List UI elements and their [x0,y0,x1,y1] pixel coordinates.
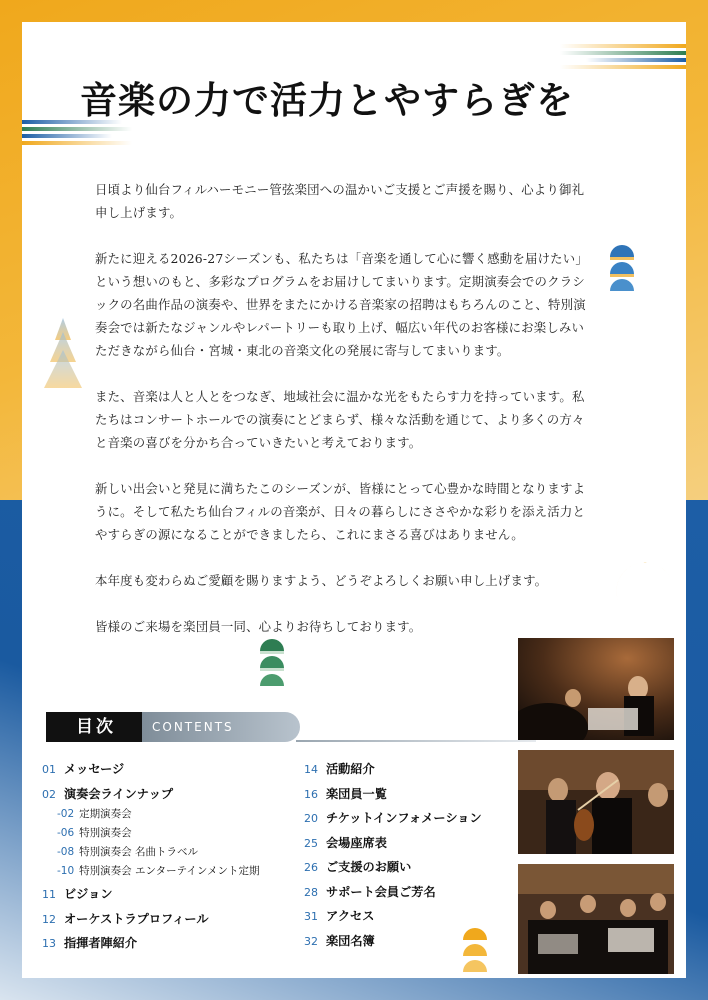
toc-item[interactable]: 16 楽団員一覧 [304,786,387,801]
paragraph: 本年度も変わらぬご愛顧を賜りますよう、どうぞよろしくお願い申し上げます。 [95,573,548,588]
toc-item[interactable]: 32 楽団名簿 [304,933,375,948]
toc-subitem[interactable]: -10 特別演奏会 エンターテインメント定期 [57,865,260,877]
toc-item[interactable]: 20 チケットインフォメーション [304,811,482,825]
orchestra-photo-winds [518,864,674,974]
stripes-left [22,120,132,148]
toc-item[interactable]: 13 指揮者陣紹介 [42,936,138,950]
circle-ornament [610,552,676,652]
paragraph: 日頃より仙台フィルハーモニー管弦楽団への温かいご支援とご声援を賜り、心より御礼申し上げます。 [95,182,585,220]
paragraph: 新しい出会いと発見に満ちたこのシーズンが、皆様にとって心豊かな時間となりますように。そして私たち仙台フィルの音楽が、日々の暮らしにささやかな彩りを添え活力とやすらぎの源になることができましたら、これにまさる喜びはありません。 [95,481,586,542]
paragraph: 新たに迎える2026-27シーズンも、私たちは「音楽を通して心に響く感動を届けたい」という想いのもと、多彩なプログラムをお届けしてまいります。定期演奏会でのクラシックの名曲作品の演奏や、世界をまたにかける音楽家の招聘はもちろんのこと、特別演奏会では新たなジャンルやレパートリーも取り上げ、幅広い年代のお客様にお楽しみいただきながら仙台・宮城・東北の音楽文化の発展に寄与してまいります。 [95,251,588,358]
green-dome-ornament [258,638,286,690]
toc-item[interactable]: 28 サポート会員ご芳名 [304,884,436,899]
toc-rule [296,740,536,742]
toc-item[interactable]: 12 オーケストラプロフィール [42,911,209,926]
toc-header [46,712,491,742]
toc-item[interactable]: 14 活動紹介 [304,762,375,776]
toc-item[interactable]: 11 ビジョン [42,887,113,901]
message-body [95,178,595,661]
toc-subitem[interactable]: -06 特別演奏会 [57,827,132,839]
toc-right-column [296,756,482,952]
orchestra-photo-violins [518,750,674,854]
toc-item[interactable]: 26 ご支援のお願い [304,860,412,874]
toc-subitem[interactable]: -08 特別演奏会 名曲トラベル [57,846,198,858]
paragraph: 皆様のご来場を楽団員一同、心よりお待ちしております。 [95,619,422,634]
blue-dome-ornament [608,244,636,294]
toc-item[interactable]: 25 会場座席表 [304,835,387,850]
paragraph: また、音楽は人と人とをつなぎ、地域社会に温かな光をもたらす力を持っています。私たちはコンサートホールでの演奏にとどまらず、様々な活動を通じて、より多くの方々と音楽の喜びを分かち合っていきたいと考えております。 [95,389,585,450]
page-title: 音楽の力で活力とやすらぎを [80,78,574,122]
toc-subitem[interactable]: -02 定期演奏会 [57,808,132,820]
toc-left-column [34,756,260,955]
tree-ornament [40,318,86,390]
toc-item[interactable]: 31 アクセス [304,909,375,923]
stripes-top-right [560,44,686,72]
toc-title-en: CONTENTS [142,712,300,742]
toc-item[interactable]: 01 メッセージ [42,762,125,776]
orchestra-photo-conductor [518,638,674,740]
toc-item[interactable]: 02 演奏会ラインナップ [42,786,174,801]
toc-title-ja: 目次 [46,712,146,742]
